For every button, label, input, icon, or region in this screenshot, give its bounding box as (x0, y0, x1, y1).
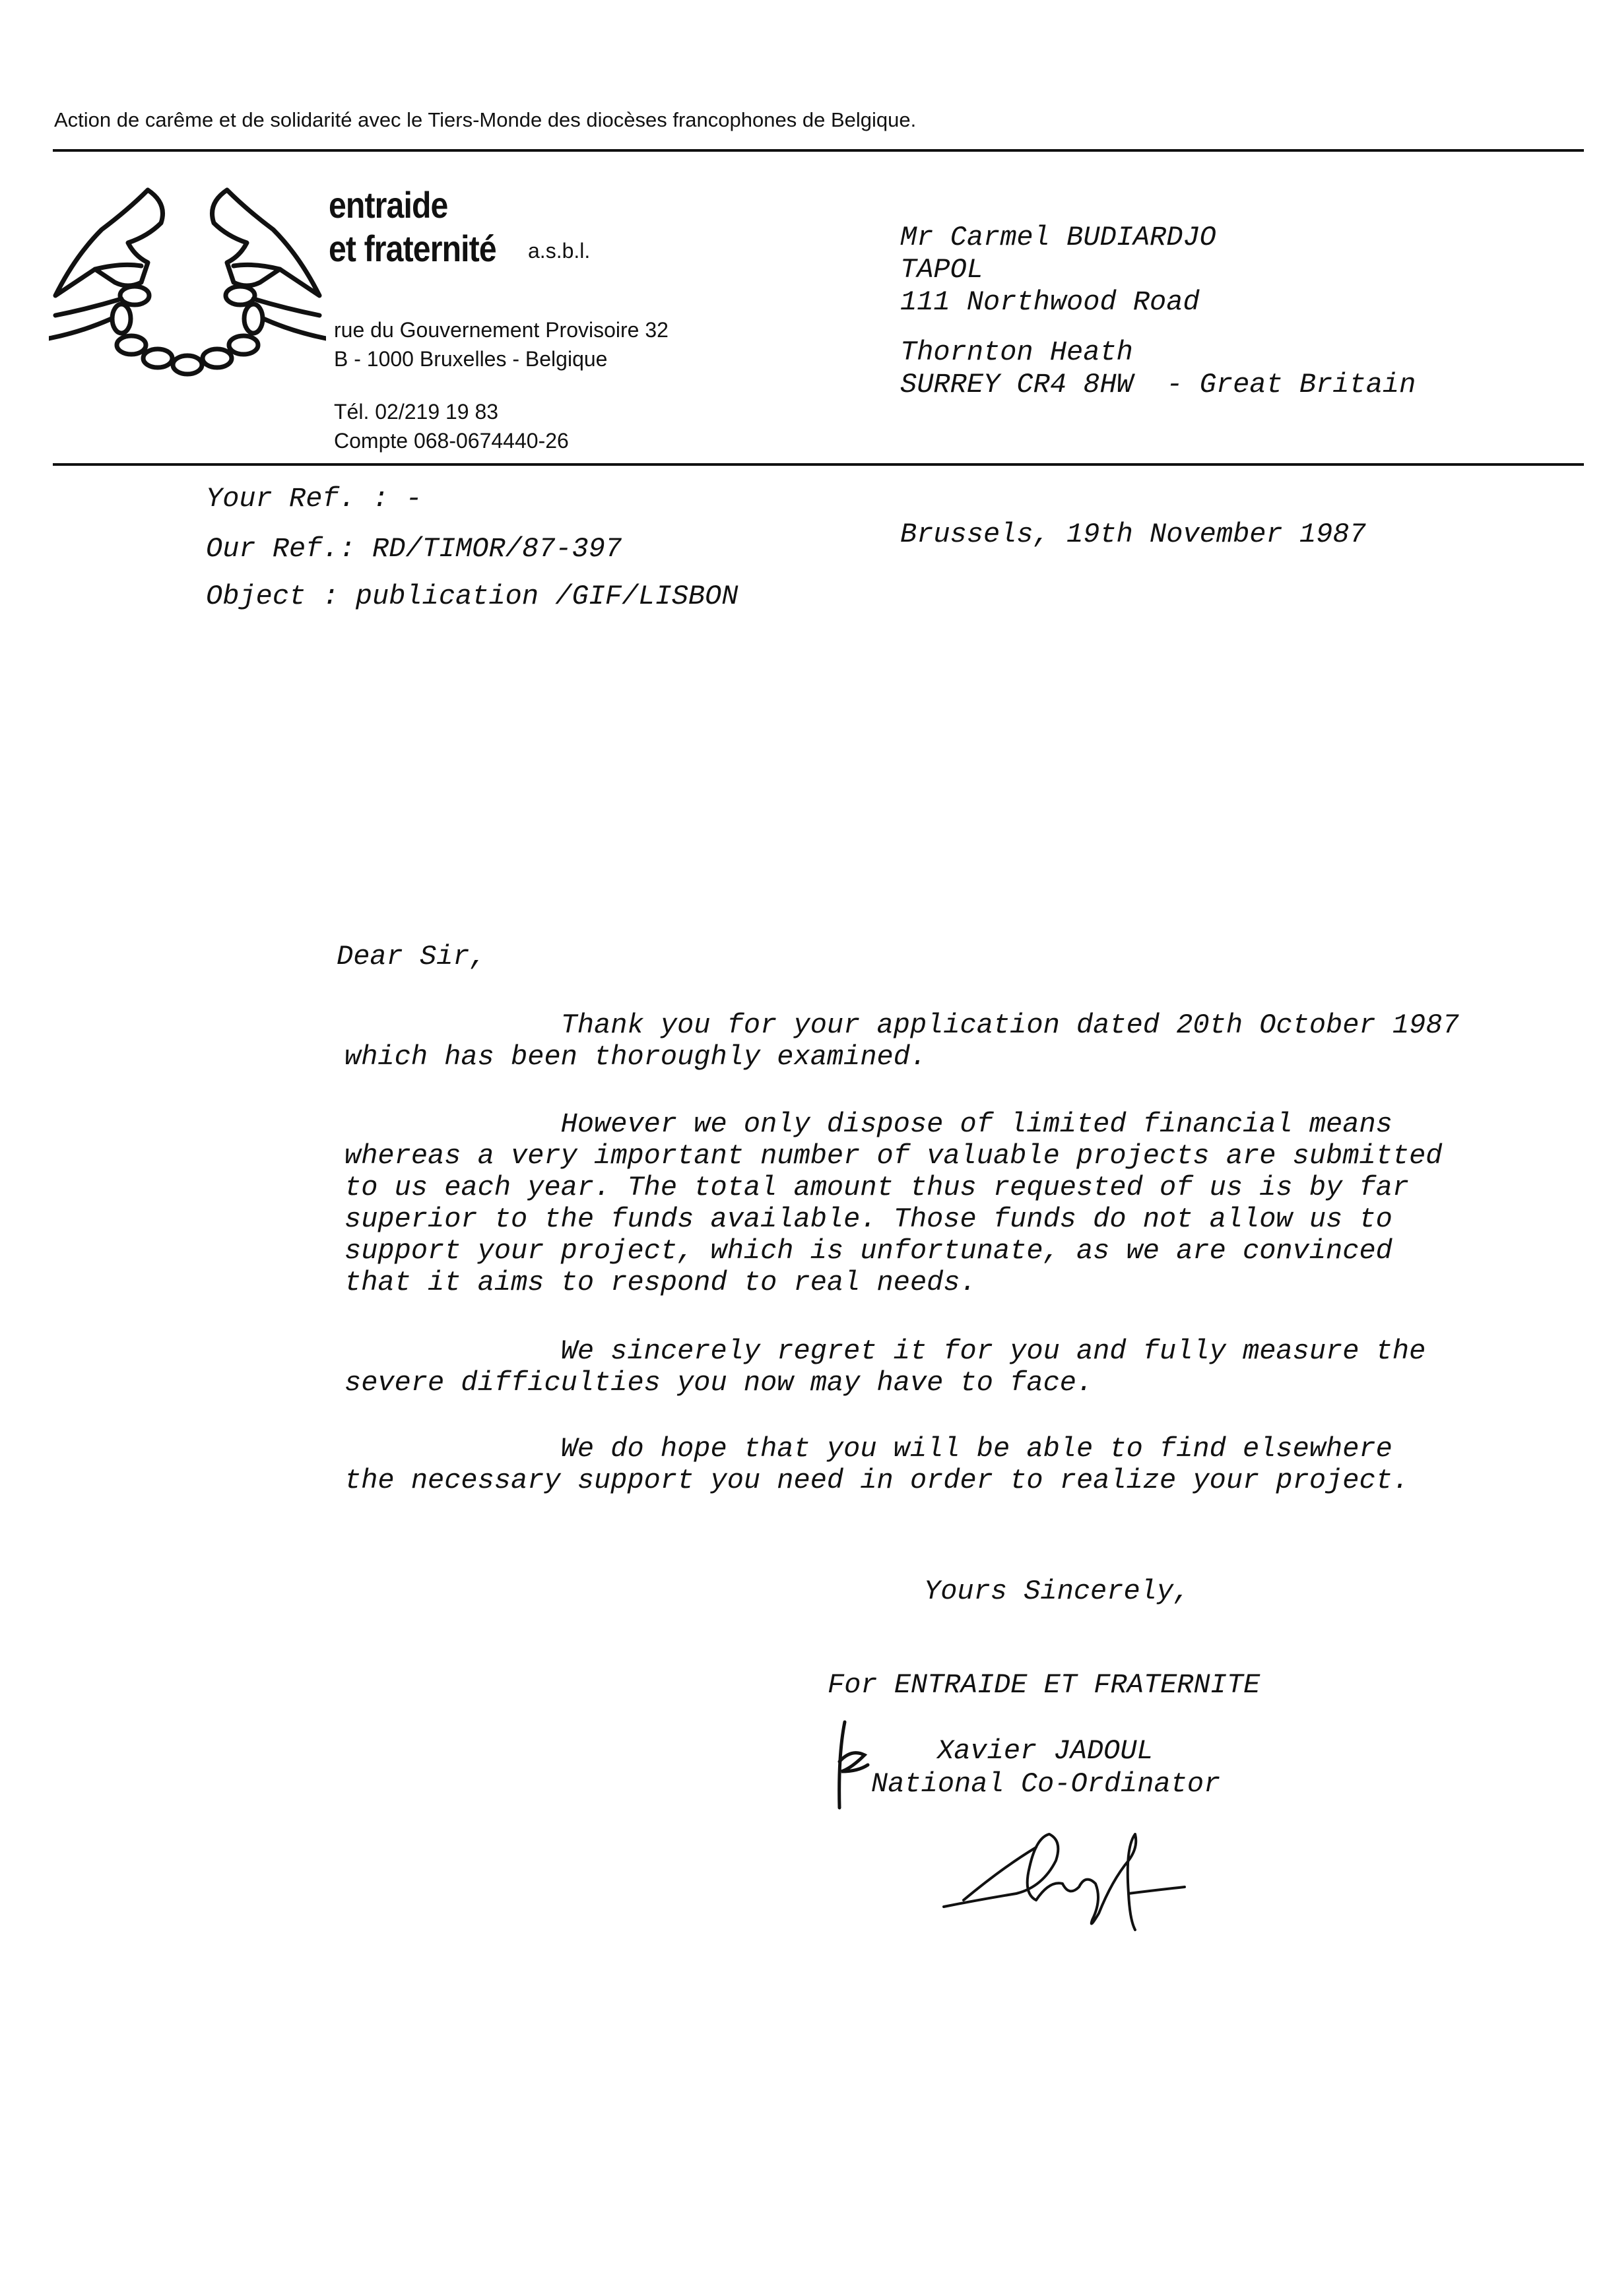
paragraph-2-line-6: that it aims to respond to real needs. (344, 1267, 977, 1298)
header-bottom-rule (53, 463, 1584, 466)
paragraph-4-line-2: the necessary support you need in order to realize your project. (344, 1465, 1410, 1496)
org-name-line2: et fraternité (329, 228, 496, 269)
letter-date: Brussels, 19th November 1987 (900, 519, 1366, 550)
header-tagline: Action de carême et de solidarité avec le Tiers-Monde des diocèses francophones de Belgique. (54, 108, 917, 131)
our-ref: Our Ref.: RD/TIMOR/87-397 (206, 533, 622, 565)
paragraph-1-line-2: which has been thoroughly examined. (344, 1041, 927, 1073)
paragraph-3-line-1: We sincerely regret it for you and fully measure the (344, 1335, 1426, 1367)
object-ref: Object : publication /GIF/LISBON (206, 581, 738, 612)
org-address-line2: B - 1000 Bruxelles - Belgique (334, 347, 608, 371)
org-account: Compte 068-0674440-26 (334, 429, 569, 453)
recipient-line5: SURREY CR4 8HW - Great Britain (900, 369, 1416, 400)
org-name-line1: entraide (329, 184, 448, 226)
paragraph-2-line-3: to us each year. The total amount thus requested of us is by far (344, 1172, 1410, 1203)
closing: Yours Sincerely, (924, 1576, 1191, 1607)
recipient-line1: Mr Carmel BUDIARDJO (900, 222, 1216, 253)
chained-hands-logo-icon (49, 183, 326, 388)
paragraph-2-line-4: superior to the funds available. Those funds do not allow us to (344, 1203, 1392, 1235)
recipient-line4: Thornton Heath (900, 336, 1133, 368)
org-legal-suffix: a.s.b.l. (528, 239, 591, 263)
paragraph-3-line-2: severe difficulties you now may have to face. (344, 1367, 1094, 1399)
handwritten-signature-icon (937, 1821, 1188, 1933)
header-top-rule (53, 149, 1584, 152)
signer-title: National Co-Ordinator (871, 1768, 1221, 1800)
per-procuration-mark-icon (825, 1715, 878, 1814)
paragraph-4-line-1: We do hope that you will be able to find elsewhere (344, 1433, 1392, 1465)
paragraph-1-line-1: Thank you for your application dated 20th October 1987 (344, 1009, 1459, 1041)
recipient-line2: TAPOL (900, 254, 984, 286)
for-organisation: For ENTRAIDE ET FRATERNITE (828, 1669, 1261, 1701)
your-ref: Your Ref. : - (206, 483, 422, 515)
org-phone: Tél. 02/219 19 83 (334, 400, 499, 424)
signer-name: Xavier JADOUL (937, 1735, 1154, 1767)
paragraph-2-line-5: support your project, which is unfortunate, as we are convinced (344, 1235, 1392, 1267)
recipient-line3: 111 Northwood Road (900, 286, 1200, 318)
salutation: Dear Sir, (337, 941, 486, 973)
paragraph-2-line-1: However we only dispose of limited financial means (344, 1108, 1392, 1140)
paragraph-2-line-2: whereas a very important number of valuable projects are submitted (344, 1140, 1443, 1172)
org-address-line1: rue du Gouvernement Provisoire 32 (334, 318, 669, 342)
